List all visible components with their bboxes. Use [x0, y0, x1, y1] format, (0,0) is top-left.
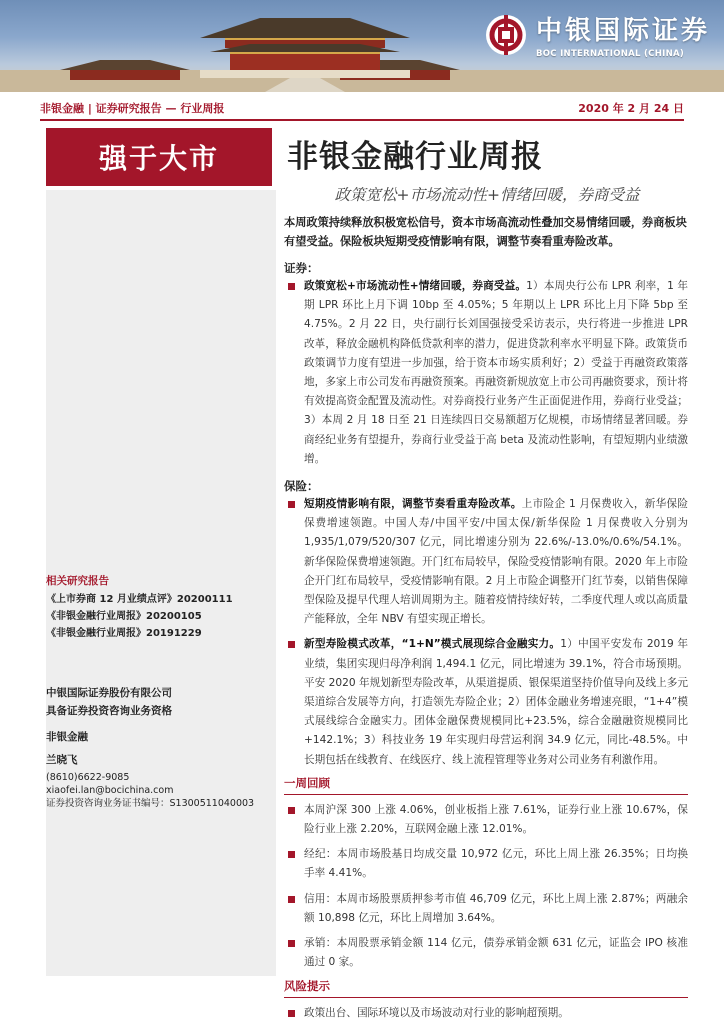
report-body — [284, 213, 688, 1023]
summary-paragraph: 本周政策持续释放积极宽松信号，资本市场高流动性叠加交易情绪回暖，券商板块有望受益。保险板块短期受疫情影响有限，调整节奏看重寿险改革。 — [284, 216, 687, 248]
bullet-square-icon — [288, 1010, 295, 1017]
weekly-item-text: 经纪：本周市场股基日均成交量 10,972 亿元，环比上周上涨 26.35%；日均换手率 4.41%。 — [304, 848, 688, 880]
report-date: 2020 年 2 月 24 日 — [578, 102, 684, 115]
weekly-item-text: 信用：本周市场股票质押参考市值 46,709 亿元，环比上周上涨 2.87%；两融余额 10,898 亿元，环比上周增加 3.64%。 — [304, 892, 688, 924]
report-header — [40, 99, 684, 117]
analyst-name: 兰晓飞 — [46, 754, 78, 766]
weekly-item — [284, 801, 688, 839]
weekly-item-text: 本周沪深 300 上涨 4.06%，创业板指上涨 7.61%，证券行业上涨 10.67%，保险行业上涨 2.20%，互联网金融上涨 12.01%。 — [304, 803, 688, 836]
insurance-lead-1: 短期疫情影响有限，调整节奏看重寿险改革。 — [304, 498, 522, 511]
analyst-certificate: 证券投资咨询业务证书编号：S1300511040003 — [46, 798, 255, 809]
securities-lead: 政策宽松+市场流动性+情绪回暖，券商受益。 — [304, 280, 527, 292]
report-title: 非银金融行业周报 — [287, 139, 543, 175]
bullet-square-icon — [288, 501, 295, 508]
securities-bullet — [284, 277, 688, 469]
header-divider — [40, 119, 684, 121]
securities-body: 1）本周央行公布 LPR 利率，1 年期 LPR 环比上月下调 10bp 至 4.05%；5 年期以上 LPR 环比上月下降 5bp 至 4.75%。2 月 22 日，央行副行长刘国强接受采访表示，央行将进一步推进 LPR 改革，释放金融机构降低贷款利率的潜力，促进贷款利率水平明显下降。政策货币政策调节力度有望进一步加强，给于资本市场实质利好；2）受益于再融资政策落地，多家上市公司发布再融资预案。再融资新规放宽上市公司再融资要求，预计将有效提高资金配置及流动性。对券商投行业务产生正面促进作用，券商行业受益；3）本周 2 月 18 日至 21 日连续四日交易额超万亿规模，市场情绪显著回暖。券商经纪业务有望提升，券商行业受益于高 beta 及流动性影响，有望短期内业绩激增。 — [304, 280, 688, 465]
bullet-square-icon — [288, 807, 295, 814]
securities-heading: 证券： — [284, 261, 319, 275]
insurance-body-2: 1）中国平安发布 2019 年业绩，集团实现归母净利润 1,494.1 亿元，同比增速为 39.1%，符合市场预期。平安 2020 年规划新型寿险改革，从渠道提质、银保渠道坚持价值导向及线上多元渠道综合发展等方向，打造领先寿险企业；2）团体金融业务增速亮眼，“1+4”模式展线综合金融实力。团体金融保费规模同比+23.5%，综合金融融资规模同比+142.1%；3）科技业务 19 年实现归母营运利润 34.9 亿元，同比-48.5%。中长期包括在线教育、在线医疗、线上流程管理等业务对公司业务有利激作用。 — [304, 638, 688, 766]
insurance-heading: 保险： — [284, 479, 319, 494]
organization-info — [46, 684, 272, 720]
bullet-square-icon — [288, 641, 295, 648]
report-category: 非银金融 | 证券研究报告 — 行业周报 — [40, 102, 225, 115]
insurance-bullet — [284, 635, 688, 769]
bullet-square-icon — [288, 896, 295, 903]
bullet-square-icon — [288, 283, 295, 290]
weekly-review-heading: 一周回顾 — [284, 775, 330, 790]
weekly-item-text: 承销：本周股票承销金额 114 亿元，债券承销金额 631 亿元，证监会 IPO 核准通过 0 家。 — [304, 937, 688, 969]
brand-name-en: BOC INTERNATIONAL (CHINA) — [535, 49, 685, 59]
bullet-square-icon — [288, 940, 295, 947]
org-name: 中银国际证券股份有限公司 — [46, 687, 172, 699]
brand-name-cn: 中银国际证券 — [535, 16, 710, 46]
bullet-square-icon — [288, 851, 295, 858]
report-subtitle: 政策宽松+市场流动性+情绪回暖，券商受益 — [334, 186, 640, 204]
insurance-bullet — [284, 495, 688, 629]
risk-heading: 风险提示 — [284, 978, 330, 993]
analyst-info — [46, 729, 272, 810]
analyst-email[interactable]: xiaofei.lan@bocichina.com — [46, 785, 174, 796]
related-report-item[interactable]: 《上市券商 12 月业绩点评》20200111 — [46, 594, 233, 605]
insurance-body-1: 上市险企 1 月保费收入，新华保险保费增速领跑。中国人寿/中国平安/中国太保/新华保险 1 月保费收入分别为 1,935/1,079/520/307 亿元，同比增速分别为 22.6%/-13.0%/0.6%/54.1%。新华保险保费增速领跑。开门红布局较早，保险受疫情影响有限。2020 年上市险企开门红布局较早，受疫情影响有限。2 月上市险企调整开门红节奏，以销售保障型保险及提早代理人培训周期为主。随着疫情持续好转，二季度代理人或以高质量产能释放，全年 NBV 有望实现正增长。 — [304, 498, 688, 626]
weekly-item — [284, 934, 688, 972]
analyst-sector: 非银金融 — [46, 731, 88, 743]
rating-badge: 强于大市 — [46, 128, 272, 186]
risk-item — [284, 1004, 688, 1023]
related-report-item[interactable]: 《非银金融行业周报》20200105 — [46, 611, 202, 622]
risk-divider — [284, 997, 688, 998]
weekly-item — [284, 890, 688, 928]
weekly-item — [284, 845, 688, 883]
boc-logo-icon — [484, 13, 528, 57]
org-qualification: 具备证券投资咨询业务资格 — [46, 705, 172, 717]
related-report-item[interactable]: 《非银金融行业周报》20191229 — [46, 628, 202, 639]
header-banner — [0, 0, 724, 92]
weekly-divider — [284, 794, 688, 795]
related-reports-heading: 相关研究报告 — [46, 575, 109, 587]
insurance-lead-2: 新型寿险模式改革，“1+N”模式展现综合金融实力。 — [304, 638, 561, 651]
analyst-phone: (8610)6622-9085 — [46, 772, 130, 783]
risk-item-text: 政策出台、国际环境以及市场波动对行业的影响超预期。 — [304, 1006, 569, 1019]
brand-lockup — [484, 10, 710, 59]
related-reports-list — [46, 591, 272, 642]
